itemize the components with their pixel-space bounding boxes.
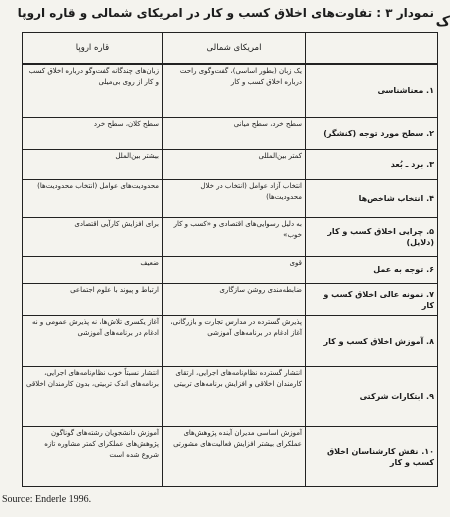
table-row [23, 316, 438, 367]
source-citation: Source: Enderle 1996. [2, 494, 92, 505]
criterion-cell: ۱. معناشناسی [306, 64, 438, 117]
header-america: امریکای شمالی [163, 33, 306, 65]
europe-cell: انتشار نسبتاً خوب نظام‌نامه‌های اجرایی، برنامه‌های اندک تربیتی، بدون کارمندان اخلاقی [23, 367, 163, 427]
europe-cell: ارتباط و پیوند با علوم اجتماعی [23, 284, 163, 316]
page-title: نمودار ۳ : تفاوت‌های اخلاق کسب و کار در امریکای شمالی و قاره اروپا [17, 6, 434, 20]
table-row [23, 284, 438, 316]
criterion-cell: ۲. سطح مورد توجه (کنشگر) [306, 117, 438, 149]
table-row [23, 179, 438, 217]
comparison-table [22, 32, 438, 487]
america-cell: یک زبان (بطور اساسی)، گفت‌وگوی راحت درباره اخلاق کسب و کار [163, 64, 306, 117]
europe-cell: محدودیت‌های عوامل (انتخاب محدودیت‌ها) [23, 179, 163, 217]
criterion-cell: ۹. ابتکارات شرکتی [306, 367, 438, 427]
europe-cell: زبان‌های چندگانه گفت‌وگو درباره اخلاق کسب و کار از روی بی‌میلی [23, 64, 163, 117]
header-europe: قاره اروپا [23, 33, 163, 65]
america-cell: ضابطه‌مندی روشن سازگاری [163, 284, 306, 316]
criterion-cell: ۵. چرایی اخلاق کسب و کار (دلایل) [306, 218, 438, 256]
criterion-cell: ۸. آموزش اخلاق کسب و کار [306, 316, 438, 367]
america-cell: کمتر بین‌المللی [163, 149, 306, 179]
europe-cell: سطح کلان، سطح خرد [23, 117, 163, 149]
criterion-cell: ۴. انتخاب شاخص‌ها [306, 179, 438, 217]
america-cell: قوی [163, 256, 306, 284]
table-row [23, 367, 438, 427]
america-cell: انتشار گسترده نظام‌نامه‌های اجرایی، ارتقای کارمندان اخلاقی و افزایش برنامه‌های تربیتی [163, 367, 306, 427]
table-row [23, 256, 438, 284]
europe-cell: برای افزایش کارآیی اقتصادی [23, 218, 163, 256]
europe-cell: آغاز یکسری تلاش‌ها، نه پذیرش عمومی و نه ادغام در برنامه‌های آموزشی [23, 316, 163, 367]
table-row [23, 117, 438, 149]
table-header-row [23, 33, 438, 65]
america-cell: انتخاب آزاد عوامل (انتخاب در خلال محدودیت‌ها) [163, 179, 306, 217]
table-row [23, 218, 438, 256]
criterion-cell: ۷. نمونه عالی اخلاق کسب و کار [306, 284, 438, 316]
criterion-cell: ۶. توجه به عمل [306, 256, 438, 284]
criterion-cell: ۳. برد ـ بُعد [306, 149, 438, 179]
table-row [23, 64, 438, 117]
europe-cell: ضعیف [23, 256, 163, 284]
table-row [23, 149, 438, 179]
america-cell: به دلیل رسوایی‌های اقتصادی و «کسب و کار خوب» [163, 218, 306, 256]
header-criterion [306, 33, 438, 65]
america-cell: سطح خرد، سطح میانی [163, 117, 306, 149]
america-cell: آموزش اساسی مدیران آینده پژوهش‌های عملکرای بیشتر افزایش فعالیت‌های مشورتی [163, 427, 306, 487]
table-row [23, 427, 438, 487]
europe-cell: آموزش دانشجویان رشته‌های گوناگون پژوهش‌های عملکرای کمتر مشاوره تازه شروع شده است [23, 427, 163, 487]
europe-cell: بیشتر بین‌الملل [23, 149, 163, 179]
america-cell: پذیرش گسترده در مدارس تجارت و بازرگانی، آغاز ادغام در برنامه‌های آموزشی [163, 316, 306, 367]
margin-mark: ک [435, 14, 450, 30]
criterion-cell: ۱۰. نقش کارشناسان اخلاق کسب و کار [306, 427, 438, 487]
